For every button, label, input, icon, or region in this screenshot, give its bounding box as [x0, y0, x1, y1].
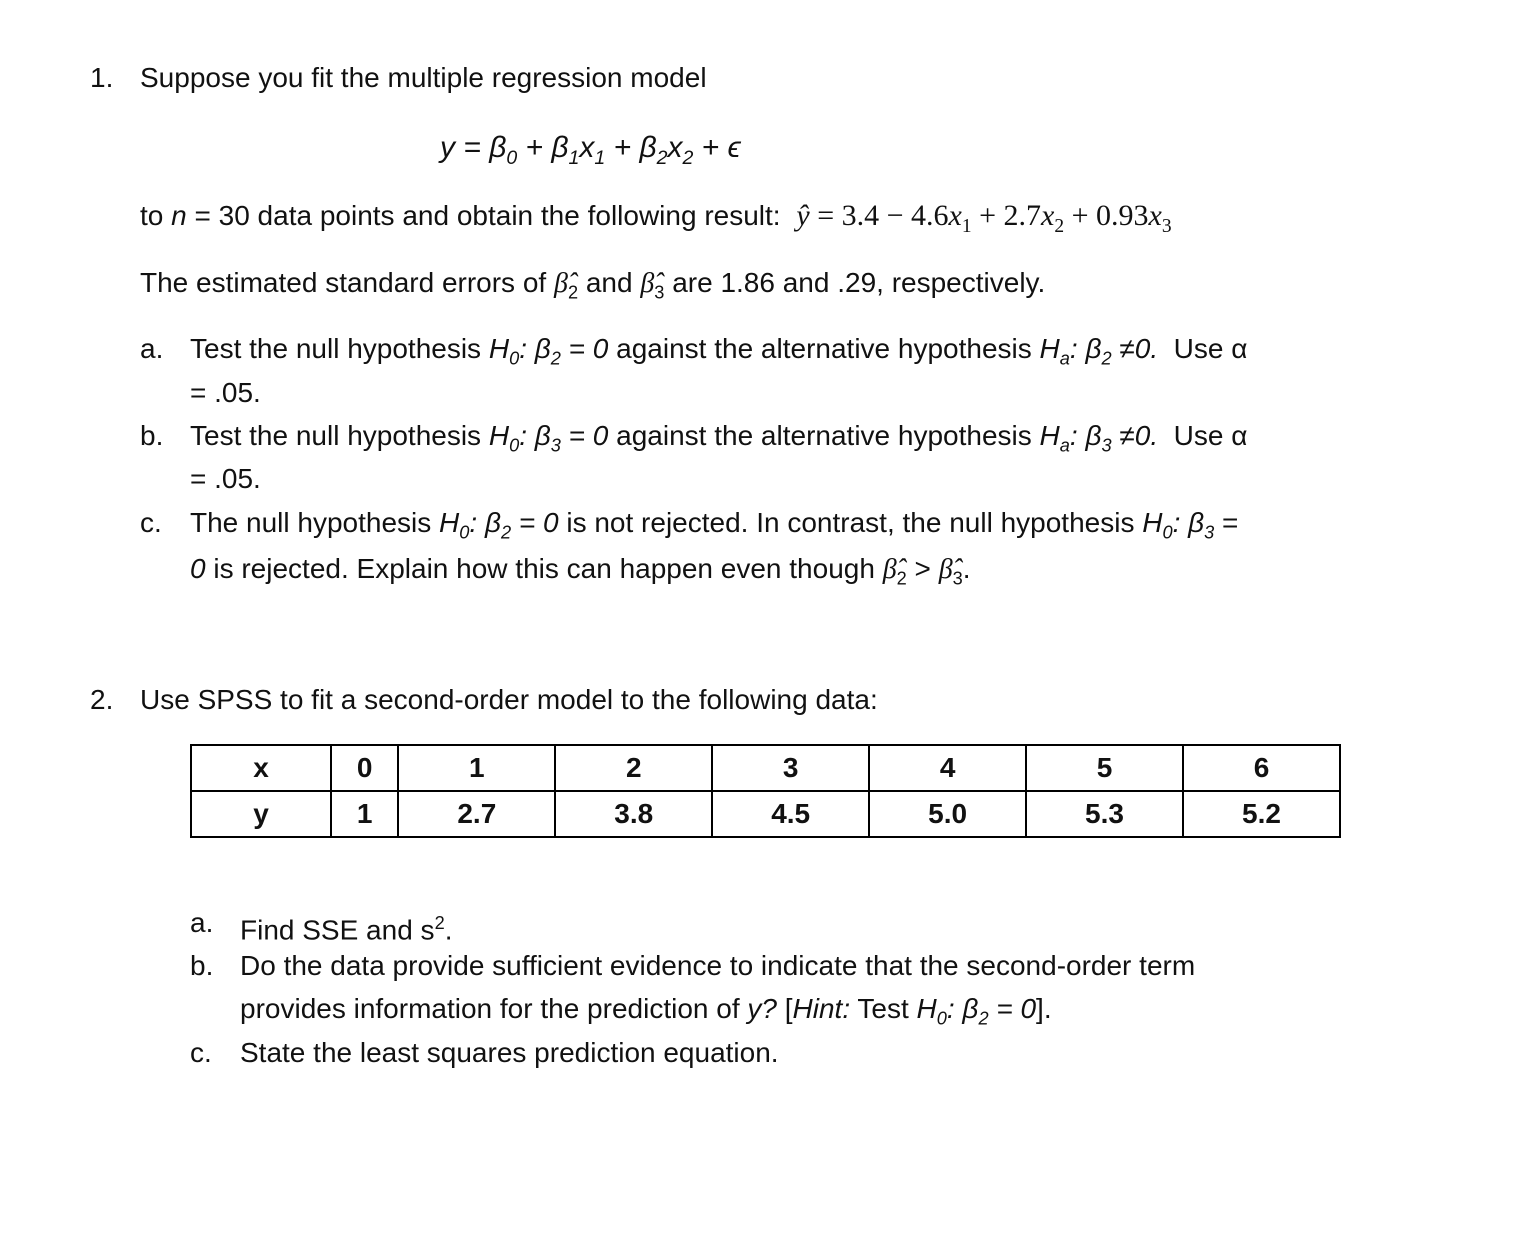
table-row-y — [191, 791, 1340, 837]
table-cell: 5 — [1026, 745, 1183, 791]
table-cell: 6 — [1183, 745, 1340, 791]
fitted-result-line: to n = 30 data points and obtain the following result: ŷ = $3.4 - 4.6x_1 + 2.7x_2 + 0.93x_3$ — [140, 199, 1172, 237]
question-2-number: 2. — [90, 684, 114, 715]
table-cell: 0 — [331, 745, 398, 791]
table-cell: 3 — [712, 745, 869, 791]
question-1-intro: Suppose you fit the multiple regression model — [140, 62, 707, 93]
q2-part-b-line1: Do the data provide sufficient evidence to indicate that the second-order term — [240, 950, 1196, 981]
q2-part-c-text: State the least squares prediction equation. — [240, 1037, 779, 1068]
q1-part-a-line2: = .05. — [190, 377, 261, 408]
table-cell: 4 — [869, 745, 1026, 791]
q2-part-b-label: b. — [190, 950, 214, 981]
q1-part-b-label: b. — [140, 420, 164, 451]
y-header-cell: y — [191, 791, 331, 837]
q2-part-a-text: Find SSE and $s^2$. — [240, 913, 453, 946]
standard-errors-line: The estimated standard errors of $\betâ_2$ and $\betâ_3$ are 1.86 and .29, respectively. — [140, 267, 1046, 303]
regression-model-equation: $y = \beta_0 + \beta_1x_1 + \beta_2x_2 + \epsilon$ — [440, 131, 741, 169]
q1-part-c-line2: 0 is rejected. Explain how this can happen even though $\betâ_2$ > $\betâ_3$. — [190, 553, 971, 589]
question-2-intro: Use SPSS to fit a second-order model to the following data: — [140, 684, 878, 715]
q1-part-c-line1: The null hypothesis $H_0$: $\beta_2 = 0$ is not rejected. In contrast, the null hypothesis $H_0$: $\beta_3$ = — [190, 507, 1239, 543]
table-row-x — [191, 745, 1340, 791]
q1-part-a-line1: Test the null hypothesis $H_0$: $\beta_2 = 0$ against the alternative hypothesis $H_a$: $\beta_2 \ne 0$. Use α — [190, 333, 1248, 369]
table-cell: 1 — [331, 791, 398, 837]
q1-part-c-label: c. — [140, 507, 162, 538]
question-1-number: 1. — [90, 62, 114, 93]
table-cell: 4.5 — [712, 791, 869, 837]
q1-part-b-line2: = .05. — [190, 463, 261, 494]
fitted-equation: ŷ = $3.4 - 4.6x_1 + 2.7x_2 + 0.93x_3$ — [796, 199, 1172, 237]
table-cell: 2 — [555, 745, 712, 791]
q2-part-a-label: a. — [190, 907, 214, 938]
table-cell: 3.8 — [555, 791, 712, 837]
table-cell: 5.3 — [1026, 791, 1183, 837]
q2-part-b-line2: provides information for the prediction of y? [Hint: Test $H_0$: $\beta_2 = 0$]. — [240, 993, 1052, 1029]
q1-part-b-line1: Test the null hypothesis $H_0$: $\beta_3 = 0$ against the alternative hypothesis $H_a$: $\beta_3 \ne 0$. Use α — [190, 420, 1248, 456]
table-cell: 5.2 — [1183, 791, 1340, 837]
q1-part-a-label: a. — [140, 333, 164, 364]
table-cell: 2.7 — [398, 791, 555, 837]
data-table — [190, 744, 1341, 838]
table-cell: 1 — [398, 745, 555, 791]
q2-part-c-label: c. — [190, 1037, 212, 1068]
x-header-cell: x — [191, 745, 331, 791]
table-cell: 5.0 — [869, 791, 1026, 837]
